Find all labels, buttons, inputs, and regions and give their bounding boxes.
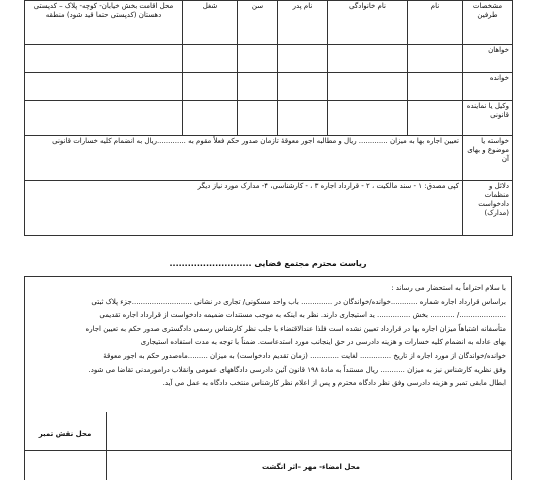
body-line: ...................../ ........... بخش ............... ید استیجاری دارند. نظر به اینکه به موجب مستندات ضمیمه دادخواست از قرارداد اجاره تقدیمی xyxy=(99,311,506,320)
attorney-name-cell[interactable] xyxy=(408,101,463,136)
attorney-address-cell[interactable] xyxy=(25,101,183,136)
plaintiff-label: خواهان xyxy=(463,45,513,73)
attorney-job-cell[interactable] xyxy=(183,101,238,136)
attorney-row xyxy=(25,101,513,136)
name-header: نام xyxy=(408,1,463,45)
address-header: محل اقامت بخش خیابان- کوچه- پلاک – کدپستی دهستان (کدپستی حتما قید شود) منطقه xyxy=(25,1,183,45)
defendant-name-cell[interactable] xyxy=(408,73,463,101)
defendant-family-cell[interactable] xyxy=(328,73,408,101)
defendant-row xyxy=(25,73,513,101)
attorney-family-cell[interactable] xyxy=(328,101,408,136)
claim-text: تعیین اجاره بها به میزان ............. ریال و مطالبه اجور معوقهٔ تازمان صدور حکم فعلاً مقوم به .............ریال به انضمام کلیه خسارات قانونی xyxy=(25,136,463,181)
parties-table xyxy=(24,0,513,236)
body-line: براساس قرارداد اجاره شماره ............خوانده/خواندگان در .............. باب واحد مسکونی/ تجاری در نشانی ...........................جزء پلاک ثبتی xyxy=(91,297,506,306)
body-line: متأسفانه اشتباهاً میزان اجاره بها در قرارداد تعیین نشده است فلذا عندالاقتضاء با جلب نظر کارشناس رسمی دادگستری صدور حکم به تعیین اجاره xyxy=(85,324,506,333)
body-line: ابطال مابقی تمبر و هزینه دادرسی وفق نظر دادگاه محترم و پس از اعلام نظر کارشناس منتخب دادگاه به عمل می آید. xyxy=(162,379,506,388)
defendant-father-cell[interactable] xyxy=(278,73,328,101)
header-row xyxy=(25,1,513,45)
petition-body xyxy=(30,282,506,391)
plaintiff-job-cell[interactable] xyxy=(183,45,238,73)
signature-divider xyxy=(24,450,512,451)
defendant-job-cell[interactable] xyxy=(183,73,238,101)
evidence-text: کپی مصدق: ۱ - سند مالکیت ، ۲ - قرارداد اجاره ۳ ، - کارشناسی، ۴- مدارک مورد نیاز دیگر xyxy=(25,181,463,236)
defendant-age-cell[interactable] xyxy=(238,73,278,101)
father-name-header: نام پدر xyxy=(278,1,328,45)
claim-label: خواسته یا موضوع و بهای آن xyxy=(463,136,513,181)
job-header: شغل xyxy=(183,1,238,45)
claim-row xyxy=(25,136,513,181)
attorney-label: وکیل یا نماینده قانونی xyxy=(463,101,513,136)
evidence-row xyxy=(25,181,513,236)
defendant-address-cell[interactable] xyxy=(25,73,183,101)
addressee-title: ریاست محترم مجتمع قضایی ........................... xyxy=(169,259,367,268)
parties-column-label: مشخصات طرفین xyxy=(463,1,513,45)
plaintiff-father-cell[interactable] xyxy=(278,45,328,73)
attorney-father-cell[interactable] xyxy=(278,101,328,136)
plaintiff-family-cell[interactable] xyxy=(328,45,408,73)
stamp-divider xyxy=(106,412,107,480)
body-line: با سلام احتراماً به استحضار می رساند : xyxy=(391,284,506,292)
body-line: بهای عادله به انضمام کلیه خسارات و هزینه دادرسی در حق اینجانب مورد استدعاست. ضمناً با توجه به مدت استفاده استیجاری xyxy=(140,338,506,347)
defendant-label: خوانده xyxy=(463,73,513,101)
signature-label: محل امضاء- مهر –اثر انگشت xyxy=(262,463,360,471)
plaintiff-name-cell[interactable] xyxy=(408,45,463,73)
body-line: خوانده/خواندگان از مورد اجاره از تاریخ .............. لغایت ............. (زمان تقدیم دادخواست) به میزان .........ماه‌صدور حکم به اجور معوقهٔ xyxy=(103,351,506,360)
attorney-age-cell[interactable] xyxy=(238,101,278,136)
plaintiff-address-cell[interactable] xyxy=(25,45,183,73)
body-line: وفق نظریه کارشناس نیز به میزان ........... ریال مستنداً به مادهٔ ۱۹۸ قانون آئین دادرسی دادگاههای عمومی وانقلاب درامورمدنی تقاضا می شود. xyxy=(88,365,506,374)
plaintiff-row xyxy=(25,45,513,73)
stamp-label: محل نقش تمبر xyxy=(38,430,92,438)
plaintiff-age-cell[interactable] xyxy=(238,45,278,73)
evidence-label: دلائل و منظمات دادخواست (مدارک) xyxy=(463,181,513,236)
family-name-header: نام خانوادگی xyxy=(328,1,408,45)
age-header: سن xyxy=(238,1,278,45)
